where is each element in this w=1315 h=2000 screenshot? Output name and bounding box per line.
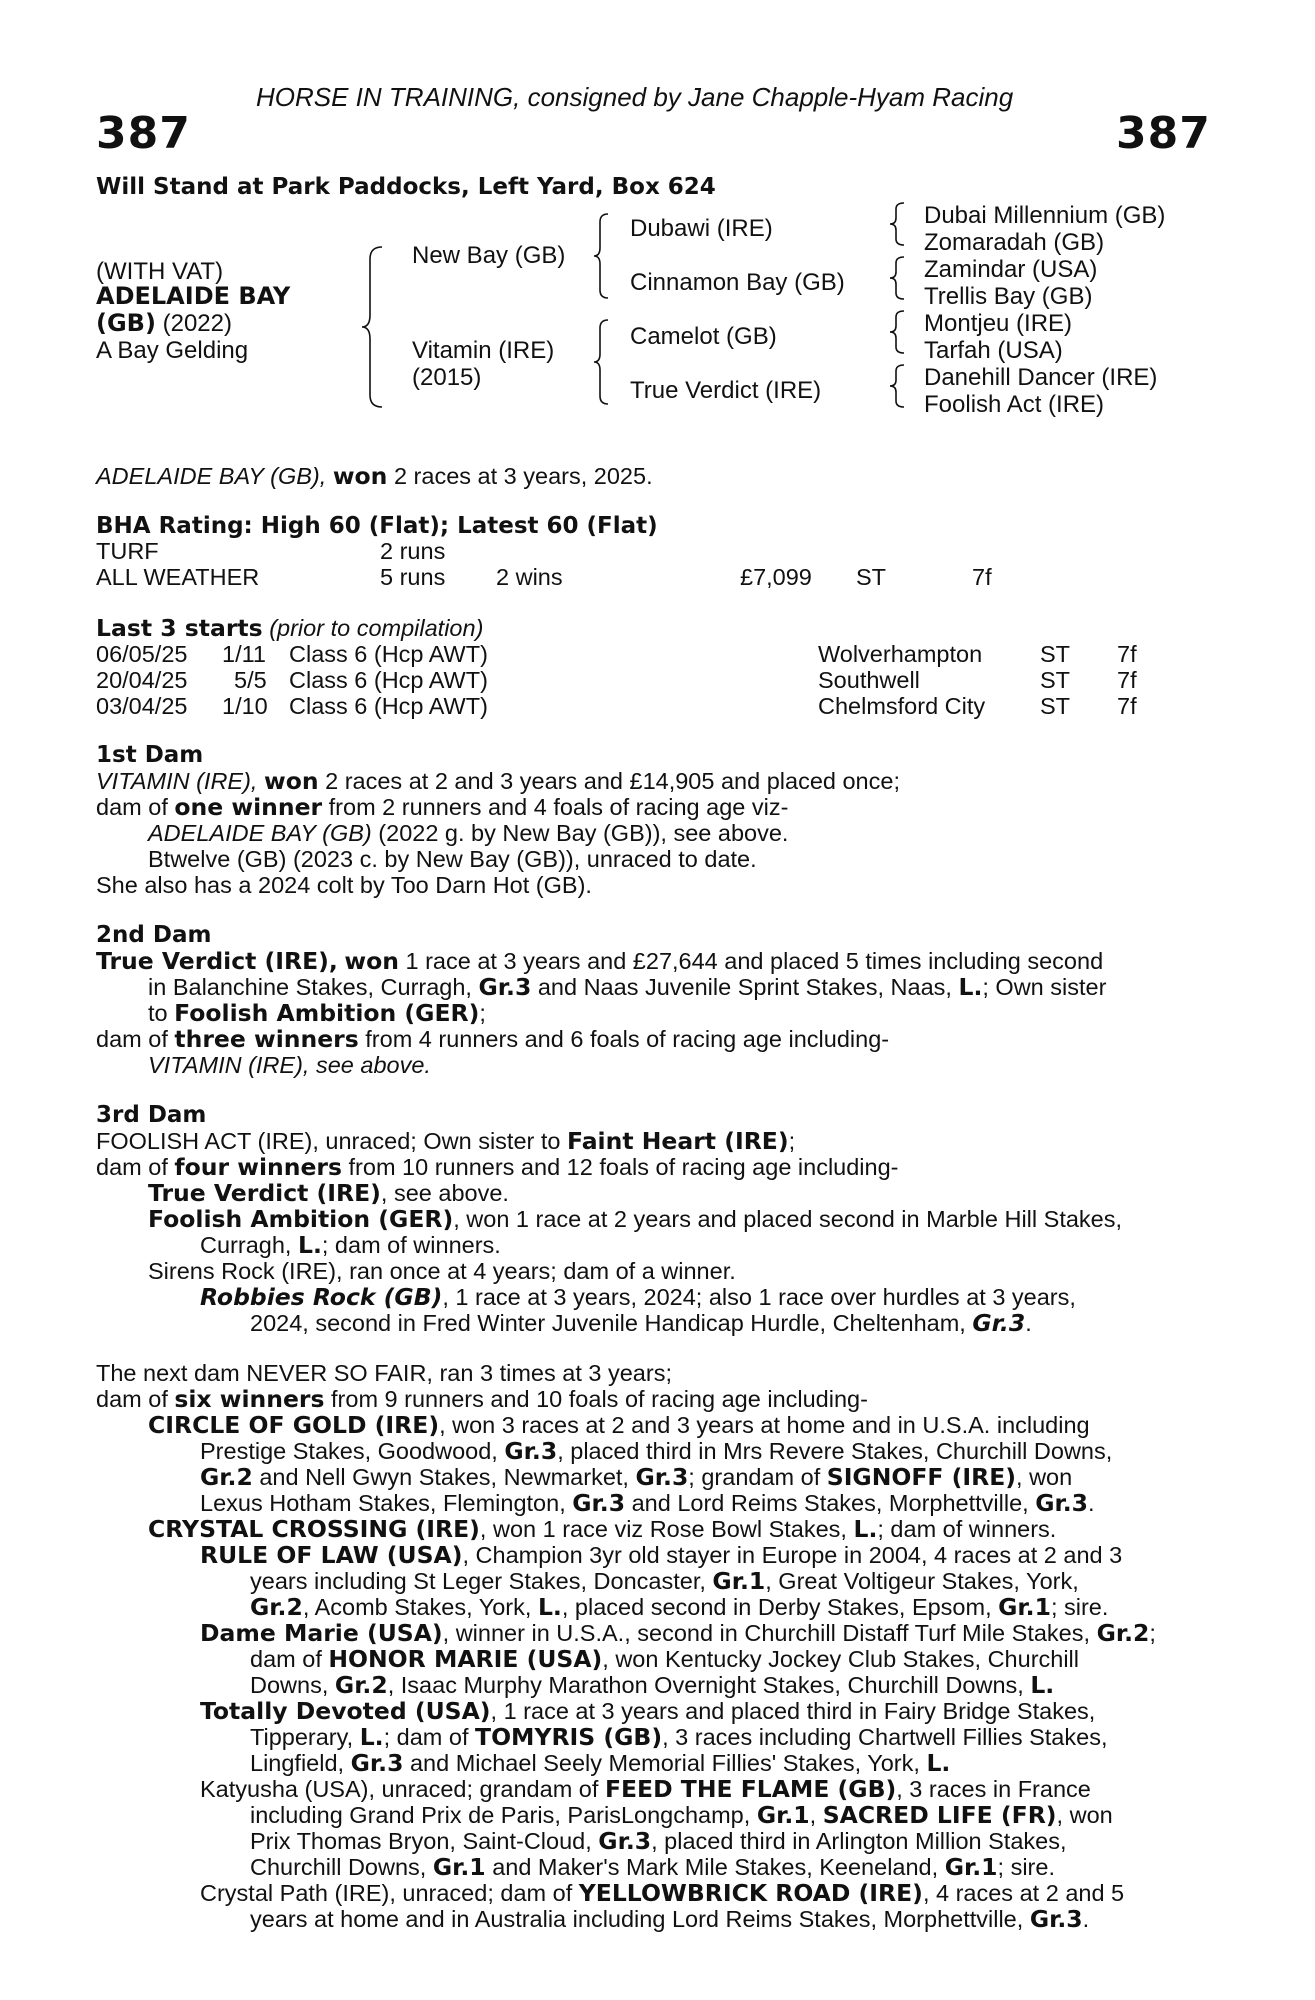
next-dam-line: Lexus Hotham Stakes, Flemington, Gr.3 and Lord Reims Stakes, Morphettville, Gr.3. <box>200 1489 1095 1517</box>
record-row-aw-prize: £7,099 <box>740 564 812 590</box>
second-dam-line: VITAMIN (IRE), see above. <box>148 1052 431 1078</box>
pedigree-brace-g4-3 <box>888 309 908 355</box>
second-dam-line: in Balanchine Stakes, Curragh, Gr.3 and Naas Juvenile Sprint Stakes, Naas, L.; Own sister <box>148 973 1107 1001</box>
third-dam-line: dam of four winners from 10 runners and 12 foals of racing age including- <box>96 1153 899 1181</box>
start-course: Wolverhampton <box>818 641 983 667</box>
second-dam-line: to Foolish Ambition (GER); <box>148 999 486 1027</box>
next-dam-line: Lingfield, Gr.3 and Michael Seely Memorial Fillies' Stakes, York, L. <box>250 1749 951 1777</box>
next-dam-line: Dame Marie (USA), winner in U.S.A., second in Churchill Distaff Turf Mile Stakes, Gr.2; <box>200 1619 1156 1647</box>
third-dam-line: Sirens Rock (IRE), ran once at 4 years; dam of a winner. <box>148 1258 736 1284</box>
lot-number-left: 387 <box>96 108 191 159</box>
next-dam-line: Downs, Gr.2, Isaac Murphy Marathon Overnight Stakes, Churchill Downs, L. <box>250 1671 1055 1699</box>
pedigree-brace-g4-2 <box>888 255 908 301</box>
first-dam-line: ADELAIDE BAY (GB) (2022 g. by New Bay (GB)), see above. <box>148 820 789 846</box>
next-dam-line: Totally Devoted (USA), 1 race at 3 years and placed third in Fairy Bridge Stakes, <box>200 1697 1096 1725</box>
pedigree-brace-sire-dam <box>360 245 390 410</box>
start-going: ST <box>1040 641 1071 667</box>
bha-rating-title: BHA Rating: High 60 (Flat); Latest 60 (Flat) <box>96 513 658 539</box>
start-date: 20/04/25 <box>96 667 188 693</box>
horse-description: A Bay Gelding <box>96 337 249 364</box>
stabling-location: Will Stand at Park Paddocks, Left Yard, Box 624 <box>96 174 716 200</box>
third-dam-line: FOOLISH ACT (IRE), unraced; Own sister to Faint Heart (IRE); <box>96 1127 796 1155</box>
pedigree-g4-6: Tarfah (USA) <box>924 337 1063 364</box>
next-dam-line: Prix Thomas Bryon, Saint-Cloud, Gr.3, placed third in Arlington Million Stakes, <box>250 1827 1067 1855</box>
record-row-aw-surface: ALL WEATHER <box>96 564 260 590</box>
record-row-turf-surface: TURF <box>96 538 159 564</box>
record-row-aw-distance: 7f <box>972 564 992 590</box>
third-dam-line: Foolish Ambition (GER), won 1 race at 2 years and placed second in Marble Hill Stakes, <box>148 1205 1123 1233</box>
pedigree-sire: New Bay (GB) <box>412 242 566 269</box>
third-dam-line: Robbies Rock (GB), 1 race at 3 years, 2024; also 1 race over hurdles at 3 years, <box>200 1283 1076 1311</box>
start-distance: 7f <box>1117 667 1137 693</box>
start-going: ST <box>1040 693 1071 719</box>
next-dam-line: CIRCLE OF GOLD (IRE), won 3 races at 2 and 3 years at home and in U.S.A. including <box>148 1411 1090 1439</box>
first-dam-line: VITAMIN (IRE), won 2 races at 2 and 3 years and £14,905 and placed once; <box>96 767 900 795</box>
consignment-header: HORSE IN TRAINING, consigned by Jane Chapple-Hyam Racing <box>256 82 1014 112</box>
first-dam-line: Btwelve (GB) (2023 c. by New Bay (GB)), unraced to date. <box>148 846 757 872</box>
third-dam-line: Curragh, L.; dam of winners. <box>200 1231 501 1259</box>
next-dam-line: including Grand Prix de Paris, ParisLongchamp, Gr.1, SACRED LIFE (FR), won <box>250 1801 1113 1829</box>
start-position: 1/11 <box>222 641 266 667</box>
record-row-aw-runs: 5 runs <box>380 564 446 590</box>
next-dam-line: Prestige Stakes, Goodwood, Gr.3, placed third in Mrs Revere Stakes, Churchill Downs, <box>200 1437 1113 1465</box>
second-dam-line: True Verdict (IRE), won 1 race at 3 years and £27,644 and placed 5 times including second <box>96 947 1104 975</box>
next-dam-line: Crystal Path (IRE), unraced; dam of YELLOWBRICK ROAD (IRE), 4 races at 2 and 5 <box>200 1879 1125 1907</box>
start-race: Class 6 (Hcp AWT) <box>289 641 488 667</box>
start-distance: 7f <box>1117 641 1137 667</box>
next-dam-line: Gr.2, Acomb Stakes, York, L., placed second in Derby Stakes, Epsom, Gr.1; sire. <box>250 1593 1109 1621</box>
next-dam-line: Katyusha (USA), unraced; grandam of FEED THE FLAME (GB), 3 races in France <box>200 1775 1091 1803</box>
pedigree-g4-3: Zamindar (USA) <box>924 256 1098 283</box>
next-dam-line: Gr.2 and Nell Gwyn Stakes, Newmarket, Gr.3; grandam of SIGNOFF (IRE), won <box>200 1463 1073 1491</box>
start-distance: 7f <box>1117 693 1137 719</box>
second-dam-line: dam of three winners from 4 runners and 6 foals of racing age including- <box>96 1025 890 1053</box>
race-summary: ADELAIDE BAY (GB), won 2 races at 3 years, 2025. <box>96 462 653 490</box>
horse-year: (2022) <box>162 310 232 337</box>
first-dam-line: dam of one winner from 2 runners and 4 foals of racing age viz- <box>96 793 789 821</box>
record-row-aw-going: ST <box>856 564 887 590</box>
start-course: Chelmsford City <box>818 693 986 719</box>
first-dam-line: She also has a 2024 colt by Too Darn Hot (GB). <box>96 872 592 898</box>
start-course: Southwell <box>818 667 920 693</box>
start-race: Class 6 (Hcp AWT) <box>289 667 488 693</box>
pedigree-g4-2: Zomaradah (GB) <box>924 229 1105 256</box>
next-dam-line: Churchill Downs, Gr.1 and Maker's Mark Mile Stakes, Keeneland, Gr.1; sire. <box>250 1853 1055 1881</box>
second-dam-heading: 2nd Dam <box>96 922 212 948</box>
pedigree-g3-3: Camelot (GB) <box>630 323 777 350</box>
pedigree-g4-4: Trellis Bay (GB) <box>924 283 1093 310</box>
horse-origin <box>96 310 232 337</box>
record-row-turf-runs: 2 runs <box>380 538 446 564</box>
pedigree-g4-8: Foolish Act (IRE) <box>924 391 1105 418</box>
start-date: 06/05/25 <box>96 641 188 667</box>
pedigree-g3-1: Dubawi (IRE) <box>630 215 773 242</box>
horse-country: (GB) <box>96 309 156 337</box>
horse-name: ADELAIDE BAY <box>96 282 291 310</box>
start-date: 03/04/25 <box>96 693 188 719</box>
pedigree-brace-dam <box>592 318 612 406</box>
third-dam-line: True Verdict (IRE), see above. <box>148 1179 509 1207</box>
pedigree-g4-7: Danehill Dancer (IRE) <box>924 364 1158 391</box>
pedigree-brace-g4-4 <box>888 363 908 409</box>
third-dam-heading: 3rd Dam <box>96 1102 207 1128</box>
pedigree-g3-2: Cinnamon Bay (GB) <box>630 269 845 296</box>
next-dam-line: years at home and in Australia including Lord Reims Stakes, Morphettville, Gr.3. <box>250 1905 1090 1933</box>
lot-number-right: 387 <box>1116 108 1211 159</box>
record-row-aw-wins: 2 wins <box>496 564 563 590</box>
pedigree-dam-year: (2015) <box>412 364 482 391</box>
vat-label: (WITH VAT) <box>96 258 224 285</box>
next-dam-line: years including St Leger Stakes, Doncaster, Gr.1, Great Voltigeur Stakes, York, <box>250 1567 1079 1595</box>
next-dam-line: Tipperary, L.; dam of TOMYRIS (GB), 3 races including Chartwell Fillies Stakes, <box>250 1723 1108 1751</box>
last-starts-heading: Last 3 starts (prior to compilation) <box>96 614 484 642</box>
pedigree-brace-sire <box>592 212 612 300</box>
start-race: Class 6 (Hcp AWT) <box>289 693 488 719</box>
pedigree-g4-5: Montjeu (IRE) <box>924 310 1073 337</box>
next-dam-line: CRYSTAL CROSSING (IRE), won 1 race viz Rose Bowl Stakes, L.; dam of winners. <box>148 1515 1057 1543</box>
start-position: 5/5 <box>234 667 267 693</box>
next-dam-line: The next dam NEVER SO FAIR, ran 3 times at 3 years; <box>96 1360 672 1386</box>
start-going: ST <box>1040 667 1071 693</box>
pedigree-dam: Vitamin (IRE) <box>412 337 555 364</box>
third-dam-line: 2024, second in Fred Winter Juvenile Handicap Hurdle, Cheltenham, Gr.3. <box>250 1309 1032 1337</box>
start-position: 1/10 <box>222 693 268 719</box>
pedigree-brace-g4-1 <box>888 201 908 247</box>
first-dam-heading: 1st Dam <box>96 742 204 768</box>
next-dam-line: dam of six winners from 9 runners and 10 foals of racing age including- <box>96 1385 868 1413</box>
next-dam-line: dam of HONOR MARIE (USA), won Kentucky Jockey Club Stakes, Churchill <box>250 1645 1080 1673</box>
pedigree-g4-1: Dubai Millennium (GB) <box>924 202 1166 229</box>
next-dam-line: RULE OF LAW (USA), Champion 3yr old stayer in Europe in 2004, 4 races at 2 and 3 <box>200 1541 1123 1569</box>
pedigree-g3-4: True Verdict (IRE) <box>630 377 822 404</box>
